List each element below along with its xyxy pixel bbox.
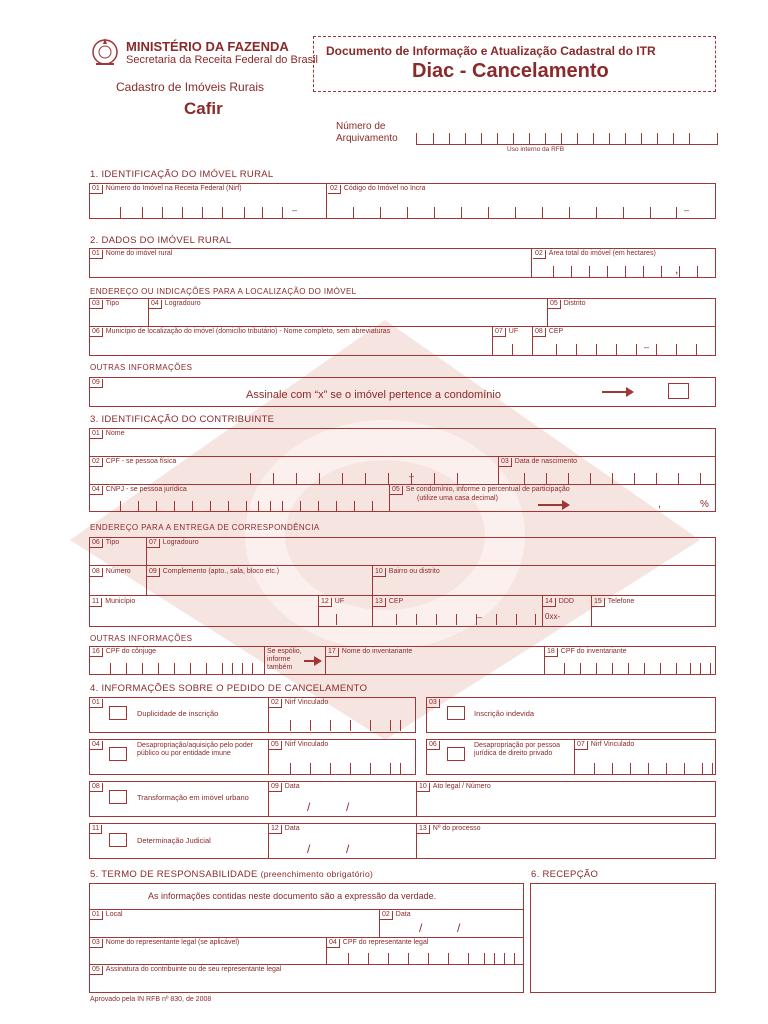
cnpj-input[interactable] [0,501,768,512]
condominio-checkbox[interactable] [668,383,689,399]
determinacao-judicial-checkbox[interactable] [109,833,127,847]
s4-f06-label: Desapropriação por pessoa jurídica de direito privado [474,742,560,757]
arrow-right-icon [538,504,564,506]
arquivamento-label-1: Número de [336,121,386,132]
cep-input[interactable] [0,344,768,355]
s2-f06-label: 06 Município de localização do imóvel (domicílio tributário) - Nome completo, sem abreviaturas [92,328,391,335]
cep-input[interactable] [0,614,768,625]
s3-box [89,428,716,512]
s3-f07-label: 07 Logradouro [149,539,199,546]
s5-f01-label: 01 Local [92,911,123,918]
arquivamento-label-2: Arquivamento [336,133,398,144]
transformacao-urbano-checkbox[interactable] [109,790,127,804]
section-1-title: 1. IDENTIFICAÇÃO DO IMÓVEL RURAL [90,169,274,180]
s5-f04-label: 04 CPF do representante legal [329,939,429,946]
duplicidade-checkbox[interactable] [109,706,127,720]
s3-f01-label: 01 Nome [92,430,125,437]
section-4-title: 4. INFORMAÇÕES SOBRE O PEDIDO DE CANCELAMENTO [90,683,368,694]
s2-f02-label: 02 Área total do imóvel (em hectares) [535,250,656,257]
s2-f05-label: 05 Distrito [550,300,586,307]
s5-statement: As informações contidas neste documento são a expressão da verdade. [148,891,437,901]
s3-f16-label: 16 CPF do cônjuge [92,648,156,655]
cpf-inventariante-input[interactable] [0,663,768,674]
s1-f01-label: 01 Número do Imóvel na Receita Federal (Nirf) [92,185,242,192]
ddd-value: 0xx- [545,612,561,621]
s2-outras-title: OUTRAS INFORMAÇÕES [90,363,193,372]
s3-f03-label: 03 Data de nascimento [501,458,578,465]
s4-f03-label: Inscrição indevida [474,709,535,718]
s3-f05-label: 05 Se condomínio, informe o percentual de participação [392,486,570,493]
s2-f04-label: 04 Logradouro [151,300,201,307]
area-input[interactable] [0,266,768,277]
section-2-title: 2. DADOS DO IMÓVEL RURAL [90,235,232,246]
s3-f15-label: 15 Telefone [594,598,635,605]
ministry-name: MINISTÉRIO DA FAZENDA [126,39,289,54]
s2-f01-label: 01 Nome do imóvel rural [92,250,173,257]
nirf-vinculado-input[interactable] [0,763,768,774]
footer-approved: Aprovado pela IN RFB nº 830, de 2008 [90,996,212,1003]
s3-f18-label: 18 CPF do inventariante [547,648,627,655]
uso-interno-note: Uso interno da RFB [507,146,565,153]
s2-f08-label: 08 CEP [535,328,564,335]
s5-f02-label: 02 Data [382,911,411,918]
s3-f09-label: 09 Complemento (apto., sala, bloco etc.) [149,568,280,575]
diac-form-page: MINISTÉRIO DA FAZENDA Secretaria da Receita Federal do Brasil Cadastro de Imóveis Rurais Cafir Documento de Informação e Atualização Cadastral do ITR Diac - Cancelamento Número de Arquivamento Uso interno da RFB 1. IDENTIFICAÇÃO DO IMÓVEL RURAL 01 Número do Imóvel na Receita Federal (Nirf) 02 Código do Imóvel no Incra – – 2. DADOS DO IMÓVEL RURAL 01 Nome do imóvel rural 02 Área total do imóvel (em hectares) , ENDEREÇO OU INDICAÇÕES PARA A LOCALIZAÇÃO DO IMÓVEL 03 Tipo 04 Logradouro 05 Distrito 06 Município de localização do imóvel (domicílio tributário) - Nome completo, sem abreviaturas 07 UF 08 CEP – OUTRAS INFORMAÇÕES 09 Assinale com “x” se o imóvel pertence a condomínio 3. IDENTIFICAÇÃO DO CONTRIBUINTE 01 Nome 02 CPF - se pessoa física 03 Data de nascimento – 04 CNPJ - se pessoa jurídica 05 Se condomínio, informe o percentual de participação (utilize uma casa decimal) , % ENDEREÇO PARA A ENTREGA DE CORRESPONDÊNCIA 06 Tipo 07 Logradouro 08 Número 09 Complemento (apto., sala, bloco etc.) 10 Bairro ou distrito 11 Município 12 UF 13 CEP 14 DDD 15 Telefone – 0xx- OUTRAS INFORMAÇÕES 16 CPF do cônjuge Se espólio, informe também 17 Nome do inventariante 18 CPF do inventariante 4. INFORMAÇÕES SOBRE O PEDIDO DE CANCELAMENTO 01 Duplicidade de inscrição 02 Nirf Vinculado 03 Inscrição indevida 04 Desapropriação/aquisição pelo poder público ou por entidade imune 05 Nirf Vinculado 06 Desapropriação por pessoa jurídica de direito privado 07 Nirf Vinculado 08 Transformação em imóvel urbano 09 Data / / 10 Ato legal / Número 11 Determinação Judicial 12 Data / / 13 Nº do processo 5. TERMO DE RESPONSABILIDADE (preenchimento obrigatório) As informações contidas neste documento são a expressão da verdade. 01 Local 02 Data / / 03 Nome do representante legal (se aplicável) 04 CPF do representante legal 05 Assinatura do contribuinte ou de seu representante legal 6. RECEPÇÃO Aprovado pela IN RFB nº 830, de 2008 [0,0,768,1024]
section-5-title: 5. TERMO DE RESPONSABILIDADE (preenchimento obrigatório) [90,869,374,880]
arrow-right-icon [304,660,316,662]
s3-f13-label: 13 CEP [375,598,404,605]
s3-f12-label: 12 UF [321,598,345,605]
s2-end-title: ENDEREÇO OU INDICAÇÕES PARA A LOCALIZAÇÃO DO IMÓVEL [90,287,357,296]
s3-f04-label: 04 CNPJ - se pessoa jurídica [92,486,187,493]
s3-f08-label: 08 Número [92,568,131,575]
section-6-title: 6. RECEPÇÃO [531,869,599,880]
doc-subtitle: Diac - Cancelamento [412,60,609,82]
s3-f02-label: 02 CPF - se pessoa física [92,458,177,465]
republic-coat-of-arms-icon [90,36,120,70]
birth-date-input[interactable] [0,473,768,484]
s4-f01-label: Duplicidade de inscrição [137,709,219,718]
s3-f10-label: 10 Bairro ou distrito [375,568,440,575]
cafir-title: Cafir [184,99,223,118]
recepcao-box [530,883,716,993]
s1-f02-label: 02 Código do Imóvel no Incra [330,185,426,192]
s4-f08-label: Transformação em imóvel urbano [137,793,249,802]
inscricao-indevida-checkbox[interactable] [447,706,465,720]
s4-f11-label: Determinação Judicial [137,836,211,845]
s4-f04-label: Desapropriação/aquisição pelo poder público ou por entidade imune [137,742,253,757]
incra-code-input[interactable] [0,207,768,218]
desapropriacao-privado-checkbox[interactable] [447,747,465,761]
condominio-text: Assinale com “x” se o imóvel pertence a condomínio [246,389,501,401]
section-3-title: 3. IDENTIFICAÇÃO DO CONTRIBUINTE [90,414,275,425]
arquivamento-ticks [0,133,768,144]
s5-f05-label: 05 Assinatura do contribuinte ou de seu representante legal [92,966,282,973]
s3-end-title: ENDEREÇO PARA A ENTREGA DE CORRESPONDÊNCIA [90,523,320,532]
s3-f17-label: 17 Nome do inventariante [328,648,413,655]
s3-f14-label: 14 DDD [545,598,574,605]
s5-f03-label: 03 Nome do representante legal (se aplicável) [92,939,240,946]
s3-f11-label: 11 Município [92,598,136,605]
s2-f07-label: 07 UF [495,328,519,335]
s3-f06-label: 06 Tipo [92,539,120,546]
secretariat-name: Secretaria da Receita Federal do Brasil [126,54,318,66]
s3-outras-title: OUTRAS INFORMAÇÕES [90,634,193,643]
s2-f03-label: 03 Tipo [92,300,120,307]
arrow-right-icon [602,391,628,393]
desapropriacao-publico-checkbox[interactable] [109,747,127,761]
doc-title: Documento de Informação e Atualização Cadastral do ITR [326,44,656,58]
cadastro-title: Cadastro de Imóveis Rurais [116,80,265,94]
